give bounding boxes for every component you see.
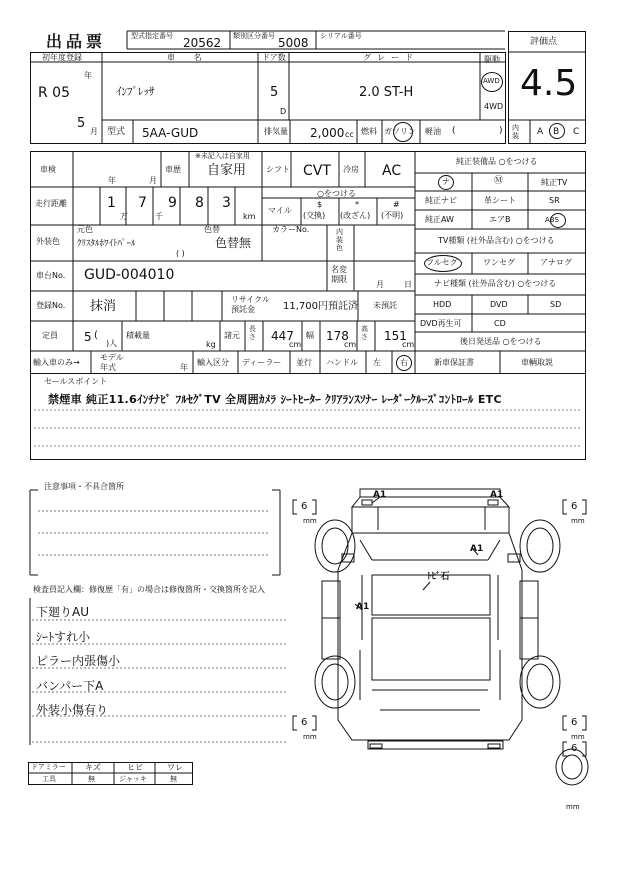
ac-label: 冷房 xyxy=(343,165,359,174)
year-unit: 年 xyxy=(84,71,92,80)
interior-label: 内装 xyxy=(512,124,519,140)
mileage-digit-1: 1 xyxy=(107,195,116,211)
mark-fender: A1 xyxy=(470,544,484,554)
meter-opt-3-sym: # xyxy=(393,200,400,209)
equip-r2-1: 純正ナビ xyxy=(425,196,457,205)
plate-label: 車台No. xyxy=(36,271,66,280)
navi-cd: CD xyxy=(494,319,506,328)
interior-c: C xyxy=(573,127,580,137)
month-unit: 月 xyxy=(90,127,98,136)
mileage-km: km xyxy=(243,212,256,221)
meter-opt-2-sym: * xyxy=(355,200,359,209)
tv-full: フルセグ xyxy=(426,258,458,267)
cc-unit: cc xyxy=(345,130,354,139)
note-item-5: 外装小傷有り xyxy=(36,703,109,717)
fuel-gasoline: ガソリン xyxy=(384,127,416,136)
equip-r1-1: ナ xyxy=(442,177,450,186)
mileage-digit-2: 7 xyxy=(138,195,147,211)
later-title: 後日発送品 ○をつける xyxy=(460,337,542,346)
name-change-label: 名変期限 xyxy=(331,265,347,284)
recycle-unpaid: 未預託 xyxy=(373,301,397,310)
name-change-day: 日 xyxy=(404,280,412,289)
first-reg-era: R 05 xyxy=(38,85,70,101)
legend-h4: ワレ xyxy=(167,763,183,772)
tire-fr-mm: mm xyxy=(571,517,585,525)
legend-r1: 工具 xyxy=(42,775,56,783)
import-dealer: ディーラー xyxy=(242,358,282,367)
tire-rl-value: 6 xyxy=(301,717,308,728)
tire-fl-mm: mm xyxy=(303,517,317,525)
mileage-digit-3: 9 xyxy=(168,195,177,211)
mileage-digit-4: 8 xyxy=(195,195,204,211)
grade-label: グレード xyxy=(363,53,419,62)
repaint-value: 色替無 xyxy=(215,236,252,250)
type-no-value: 20562 xyxy=(183,36,222,50)
meter-opt-2-label: (改ざん) xyxy=(340,211,371,220)
import-cat-label: 輸入区分 xyxy=(197,358,229,367)
vehicle-name: ｲﾝﾌﾟﾚｯｻ xyxy=(116,85,155,98)
recycle-value: 11,700円預託済 xyxy=(283,301,358,312)
mark-front-left: A1 xyxy=(373,490,387,500)
height-value: 151 xyxy=(384,329,407,343)
load-label: 積載量 xyxy=(126,331,150,340)
displacement-value: 2,000 xyxy=(310,126,345,140)
mark-front-right: A1 xyxy=(490,490,504,500)
score-value: 4.5 xyxy=(520,63,578,104)
inspector-label: 検査員記入欄：修復歴「有」の場合は修復箇所・交換箇所を記入 xyxy=(33,585,265,594)
usage-value: 自家用 xyxy=(207,163,247,178)
displacement-label: 排気量 xyxy=(264,127,288,136)
legend-r3: ジャッキ xyxy=(119,775,147,783)
tire-spare-mm: mm xyxy=(566,803,580,811)
class-no-value: 5008 xyxy=(278,36,309,50)
note-item-2: ｼｰﾄすれ小 xyxy=(36,630,91,644)
drive-awd: AWD xyxy=(483,77,500,85)
fuel-label: 燃料 xyxy=(361,127,377,136)
load-unit: kg xyxy=(206,340,216,349)
length-label: 長さ xyxy=(249,325,256,341)
tire-spare-value: 6 xyxy=(571,743,578,754)
capacity-value: 5 xyxy=(84,330,92,344)
legend-r2: 無 xyxy=(88,775,95,783)
navi-sd: SD xyxy=(550,300,562,309)
tv-analog: アナログ xyxy=(540,258,572,267)
shaken-year-unit: 年 xyxy=(108,176,116,185)
tv-title: TV種類 (社外品含む) ○をつける xyxy=(438,236,555,245)
dims-label: 諸元 xyxy=(224,331,240,340)
equip-r1-2: Ⓜ xyxy=(494,176,504,186)
door-suffix: D xyxy=(280,107,287,116)
paren-open: ( xyxy=(452,126,456,136)
later-warranty: 新車保証書 xyxy=(434,358,474,367)
drive-label: 駆動 xyxy=(484,55,500,64)
tire-fl-value: 6 xyxy=(301,501,308,512)
type-no-label: 型式指定番号 xyxy=(131,32,173,40)
handle-right: 右 xyxy=(400,358,408,367)
usage-label: 車歴 xyxy=(165,165,181,174)
color-label: 外装色 xyxy=(36,237,60,246)
recycle-label: リサイクル預託金 xyxy=(231,295,270,314)
mark-windshield: ﾄﾋﾞ石 xyxy=(427,572,450,582)
notes-label: 注意事項・不具合箇所 xyxy=(44,482,124,491)
name-change-month: 月 xyxy=(376,280,384,289)
equip-r2-3: SR xyxy=(549,196,560,205)
navi-hdd: HDD xyxy=(433,300,452,309)
paren-close: ) xyxy=(499,126,503,136)
navi-title: ナビ種類 (社外品含む) ○をつける xyxy=(434,279,557,288)
grade-value: 2.0 ST-H xyxy=(359,85,414,100)
fuel-light-oil: 軽油 xyxy=(425,127,441,136)
equipment-title: 純正装備品 ○をつける xyxy=(456,157,538,166)
height-label: 高さ xyxy=(361,325,368,341)
meter-opt-1-sym: $ xyxy=(317,200,323,209)
mileage-man: 万 xyxy=(120,212,128,221)
legend-h2: キズ xyxy=(85,763,101,772)
model-label: 型式 xyxy=(107,127,126,137)
equip-r3-1: 純正AW xyxy=(425,215,454,224)
note-item-1: 下廻りAU xyxy=(36,605,89,619)
import-label: 輸入車のみ→ xyxy=(33,358,80,367)
sales-text: 禁煙車 純正11.6ｲﾝﾁﾅﾋﾞ ﾌﾙｾｸﾞTV 全周囲ｶﾒﾗ ｼｰﾄﾋｰﾀｰ ｸﾘｱﾗﾝｽｿﾅｰ ﾚｰﾀﾞｰｸﾙｰｽﾞｺﾝﾄﾛｰﾙ ETC xyxy=(48,393,502,406)
color-no-label: カラーNo. xyxy=(272,225,310,234)
tire-rr-value: 6 xyxy=(571,717,578,728)
capacity-label: 定員 xyxy=(42,331,58,340)
capacity-paren: ( xyxy=(94,330,98,341)
length-value: 447 xyxy=(271,329,294,343)
mileage-digit-5: 3 xyxy=(222,195,231,211)
meter-opt-3-label: (不明) xyxy=(381,211,404,220)
mileage-label: 走行距離 xyxy=(35,199,67,208)
width-cm: cm xyxy=(344,340,357,349)
length-cm: cm xyxy=(289,340,302,349)
later-manual: 車輌取説 xyxy=(521,358,553,367)
reg-value: 抹消 xyxy=(90,299,117,314)
tire-fr-value: 6 xyxy=(571,501,578,512)
equip-r3-3: ABS xyxy=(545,216,559,224)
handle-left: 左 xyxy=(373,358,381,367)
width-label: 幅 xyxy=(306,331,314,340)
note-item-4: バンパー下A xyxy=(36,679,104,693)
color-value: ｸﾘｽﾀﾙﾎﾜｲﾄﾊﾟｰﾙ xyxy=(77,239,136,249)
tire-rl-mm: mm xyxy=(303,733,317,741)
doors-label: ドア数 xyxy=(262,53,286,62)
model-value: 5AA-GUD xyxy=(142,126,199,140)
shaken-label: 車検 xyxy=(40,165,56,174)
navi-dvd: DVD xyxy=(490,300,508,309)
meter-opt-1-label: (交換) xyxy=(303,211,326,220)
width-value: 178 xyxy=(326,329,349,343)
model-year-label: モデル年式 xyxy=(100,353,124,372)
plate-value: GUD-004010 xyxy=(84,267,175,283)
car-diagram xyxy=(315,489,588,785)
model-year-unit: 年 xyxy=(180,363,188,372)
orig-color-label: 元色 xyxy=(77,225,93,234)
height-cm: cm xyxy=(402,340,415,349)
legend-h1: ドアミラー xyxy=(31,763,66,771)
equip-r2-2: 革シート xyxy=(484,196,516,205)
shaken-month-unit: 月 xyxy=(149,176,157,185)
doors-value: 5 xyxy=(270,85,279,100)
sales-label: セールスポイント xyxy=(44,377,108,386)
name-label: 車 名 xyxy=(167,53,210,62)
reg-label: 登録No. xyxy=(36,301,66,310)
meter-note: ○をつける xyxy=(317,189,356,198)
note-item-3: ピラー内張傷小 xyxy=(36,654,121,668)
mileage-sen: 千 xyxy=(155,212,163,221)
mark-door: A1 xyxy=(356,602,370,612)
repaint-label: 色替 xyxy=(204,225,220,234)
tire-rr-mm: mm xyxy=(571,733,585,741)
interior-b: B xyxy=(553,127,560,137)
shift-value: CVT xyxy=(303,163,331,179)
ac-value: AC xyxy=(382,163,402,179)
import-parallel: 並行 xyxy=(296,358,312,367)
capacity-unit: )人 xyxy=(106,339,118,348)
equip-r1-3: 純正TV xyxy=(541,178,568,187)
usage-note: ※未記入は自家用 xyxy=(195,152,250,160)
interior-a: A xyxy=(537,127,544,137)
shift-label: シフト xyxy=(266,165,290,174)
form-title: 出品票 xyxy=(46,32,107,51)
mile-label: マイル xyxy=(268,206,292,215)
legend-r4: 無 xyxy=(170,775,177,783)
first-reg-month: 5 xyxy=(77,116,86,131)
repaint-paren: ( ) xyxy=(176,249,185,258)
serial-label: シリアル番号 xyxy=(320,32,362,40)
tv-one: ワンセグ xyxy=(483,258,515,267)
first-reg-label: 初年度登録 xyxy=(42,53,82,62)
equip-r3-2: エアB xyxy=(489,215,511,224)
drive-4wd: 4WD xyxy=(484,102,504,111)
navi-dvd-play: DVD再生可 xyxy=(420,319,462,328)
class-no-label: 類別区分番号 xyxy=(233,32,275,40)
score-label: 評価点 xyxy=(530,37,558,47)
legend-h3: ヒビ xyxy=(127,763,143,772)
handle-label: ハンドル xyxy=(326,358,358,367)
interior-color-label: 内装色 xyxy=(336,228,343,252)
